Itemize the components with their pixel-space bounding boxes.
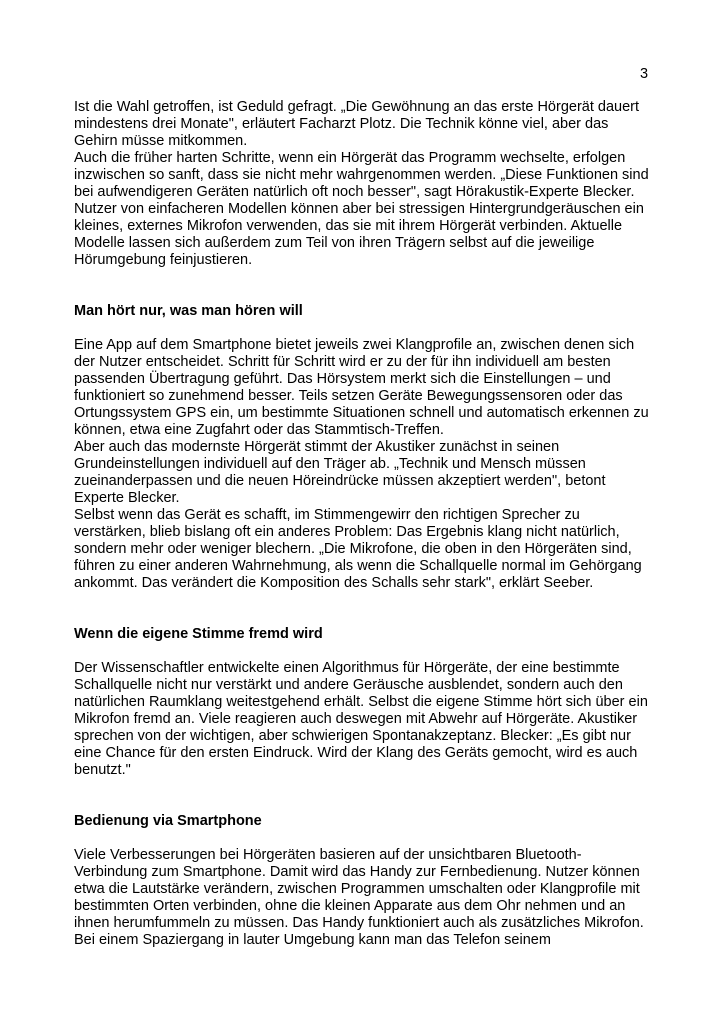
- text-line: der Nutzer entscheidet. Schritt für Schritt wird er zu der für ihn individuell am besten: [74, 354, 611, 370]
- paragraph: [74, 847, 664, 949]
- text-line: Experte Blecker.: [74, 490, 180, 506]
- section-heading: Bedienung via Smartphone: [74, 813, 262, 829]
- page-number: 3: [640, 66, 649, 82]
- text-line: ihnen herumfummeln zu müssen. Das Handy funktioniert auch als zusätzliches Mikrofon.: [74, 915, 644, 931]
- text-line: Ist die Wahl getroffen, ist Geduld gefragt. „Die Gewöhnung an das erste Hörgerät dauert: [74, 99, 640, 115]
- section-heading: Wenn die eigene Stimme fremd wird: [74, 626, 323, 642]
- text-line: Gehirn müsse mitkommen.: [74, 133, 248, 149]
- text-line: Bei einem Spaziergang in lauter Umgebung kann man das Telefon seinem: [74, 932, 551, 948]
- text-line: sondern mehr oder weniger blechern. „Die Mikrofone, die oben in den Hörgeräten sind,: [74, 541, 632, 557]
- text-line: können, etwa eine Zugfahrt oder das Stammtisch-Treffen.: [74, 422, 444, 438]
- spacer: [74, 830, 664, 847]
- text-line: natürlichen Raumklang weitestgehend erhält. Selbst die eigene Stimme hört sich über ein: [74, 694, 648, 710]
- spacer: [74, 643, 664, 660]
- document-body: [74, 99, 664, 949]
- text-line: bestimmten Orten verbinden, ohne die kleinen Apparate aus dem Ohr nehmen und an: [74, 898, 626, 914]
- paragraph: [74, 660, 664, 779]
- spacer: [74, 592, 664, 626]
- text-line: verstärken, blieb bislang oft ein anderes Problem: Das Ergebnis klang nicht natürlich,: [74, 524, 620, 540]
- text-line: benutzt.": [74, 762, 131, 778]
- text-line: Viele Verbesserungen bei Hörgeräten basieren auf der unsichtbaren Bluetooth-: [74, 847, 582, 863]
- paragraph-intro: [74, 99, 664, 269]
- text-line: Selbst wenn das Gerät es schafft, im Stimmengewirr den richtigen Sprecher zu: [74, 507, 580, 523]
- text-line: etwa die Lautstärke verändern, zwischen Programmen umschalten oder Klangprofile mit: [74, 881, 640, 897]
- section-heading: Man hört nur, was man hören will: [74, 303, 303, 319]
- paragraph: [74, 337, 664, 592]
- text-line: kleines, externes Mikrofon verwenden, das sie mit ihrem Hörgerät verbinden. Aktuelle: [74, 218, 623, 234]
- text-line: Schallquelle nicht nur verstärkt und andere Geräusche ausblendet, sondern auch den: [74, 677, 623, 693]
- text-line: Nutzer von einfacheren Modellen können aber bei stressigen Hintergrundgeräuschen ein: [74, 201, 644, 217]
- text-line: sprechen von der wichtigen, aber schwierigen Spontanakzeptanz. Blecker: „Es gibt nur: [74, 728, 631, 744]
- text-line: zueinanderpassen und die neuen Höreindrücke müssen akzeptiert werden", betont: [74, 473, 606, 489]
- text-line: ankommt. Das verändert die Komposition des Schalls sehr stark", erklärt Seeber.: [74, 575, 594, 591]
- text-line: Der Wissenschaftler entwickelte einen Algorithmus für Hörgeräte, der eine bestimmte: [74, 660, 620, 676]
- text-line: funktioniert so zunehmend besser. Teils setzen Geräte Bewegungssensoren oder das: [74, 388, 623, 404]
- text-line: bei aufwendigeren Geräten natürlich oft noch besser", sagt Hörakustik-Experte Blecker.: [74, 184, 635, 200]
- spacer: [74, 320, 664, 337]
- text-line: Verbindung zum Smartphone. Damit wird das Handy zur Fernbedienung. Nutzer können: [74, 864, 640, 880]
- text-line: mindestens drei Monate", erläutert Facharzt Plotz. Die Technik könne viel, aber das: [74, 116, 609, 132]
- text-line: eine Chance für den ersten Eindruck. Wird der Klang des Geräts gemocht, wird es auch: [74, 745, 638, 761]
- text-line: Eine App auf dem Smartphone bietet jeweils zwei Klangprofile an, zwischen denen sich: [74, 337, 635, 353]
- text-line: inzwischen so sanft, dass sie nicht mehr wahrgenommen werden. „Diese Funktionen sind: [74, 167, 649, 183]
- spacer: [74, 269, 664, 303]
- text-line: Auch die früher harten Schritte, wenn ein Hörgerät das Programm wechselte, erfolgen: [74, 150, 626, 166]
- text-line: Modelle lassen sich außerdem zum Teil von ihren Trägern selbst auf die jeweilige: [74, 235, 595, 251]
- text-line: Grundeinstellungen individuell auf den Träger ab. „Technik und Mensch müssen: [74, 456, 586, 472]
- text-line: Hörumgebung feinjustieren.: [74, 252, 253, 268]
- text-line: Aber auch das modernste Hörgerät stimmt der Akustiker zunächst in seinen: [74, 439, 560, 455]
- spacer: [74, 779, 664, 813]
- text-line: Mikrofon fremd an. Viele reagieren auch deswegen mit Abwehr auf Hörgeräte. Akustiker: [74, 711, 638, 727]
- text-line: führen zu einer anderen Wahrnehmung, als wenn die Schallquelle normal im Gehörgang: [74, 558, 642, 574]
- text-line: passenden Übertragung geführt. Das Hörsystem merkt sich die Einstellungen – und: [74, 371, 611, 387]
- text-line: Ortungssystem GPS ein, um bestimmte Situationen schnell und automatisch erkennen zu: [74, 405, 649, 421]
